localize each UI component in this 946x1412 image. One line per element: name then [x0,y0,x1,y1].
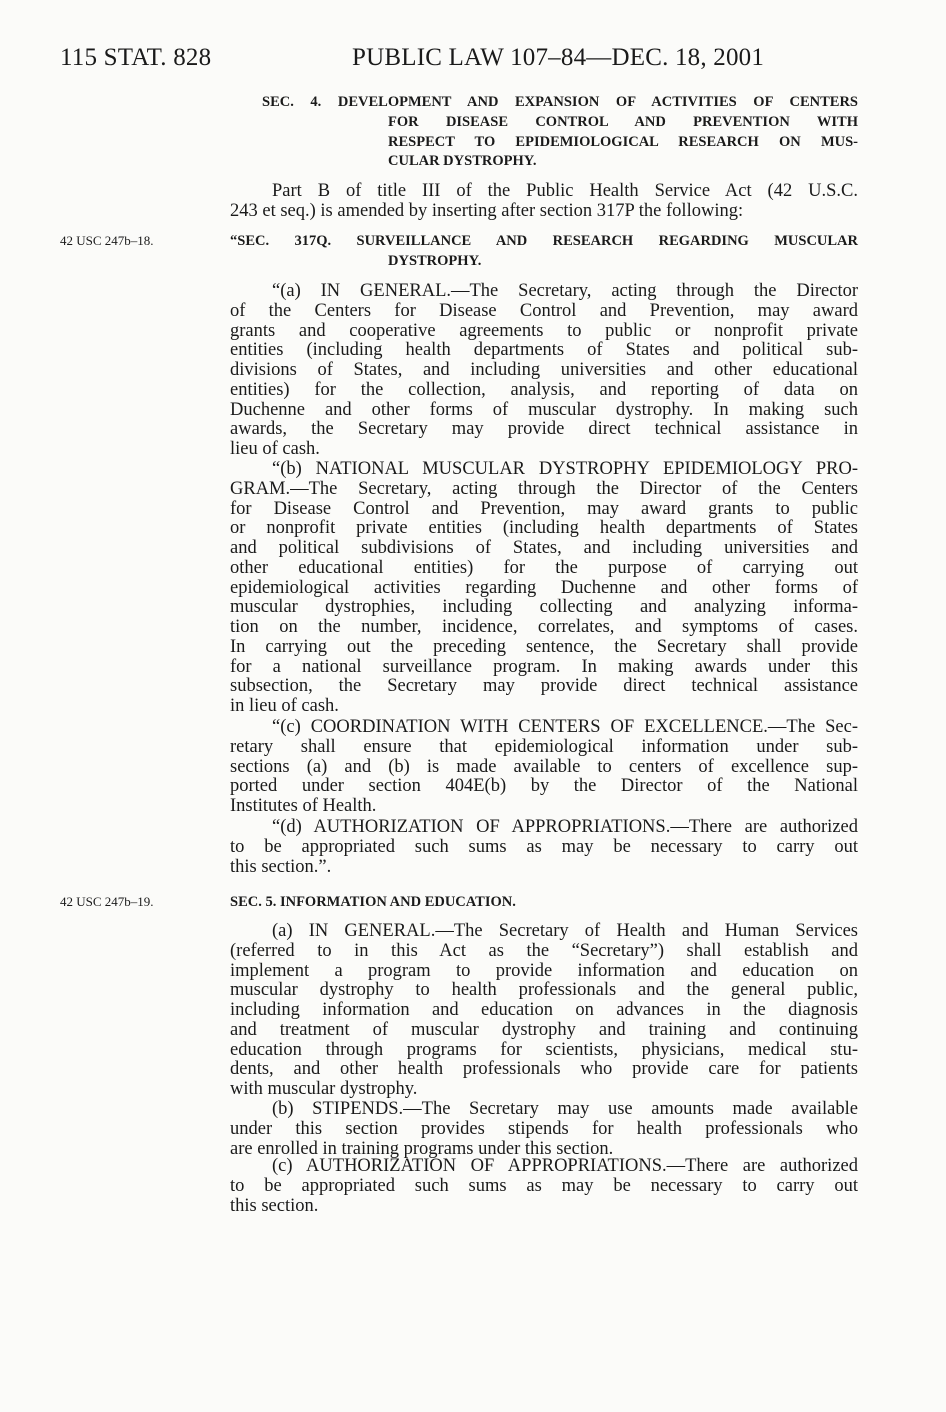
text-line: lieu of cash. [230,439,320,459]
text-line: of the Centers for Disease Control and Prevention, may award [230,300,858,321]
text-line: CULAR DYSTROPHY. [388,153,537,170]
text-line: and treatment of muscular dystrophy and training and continuing [230,1019,858,1040]
text-line: divisions of States, and including universities and other educational [230,360,858,380]
paragraph [0,182,946,222]
paragraph [0,718,946,817]
text-line: entities) for the collection, analysis, and reporting of data on [230,379,858,400]
text-line: (a) IN GENERAL.—The Secretary of Health and Human Services [272,921,858,941]
paragraph [0,922,946,1100]
text-line: “(b) NATIONAL MUSCULAR DYSTROPHY EPIDEMIOLOGY PRO- [272,459,858,479]
page-running-header: PUBLIC LAW 107–84—DEC. 18, 2001 [352,44,765,71]
text-line: this section. [230,1195,319,1216]
text-line: (c) AUTHORIZATION OF APPROPRIATIONS.—There are authorized [272,1156,858,1176]
text-line: “(a) IN GENERAL.—The Secretary, acting through the Director [272,281,858,301]
text-line: other educational entities) for the purpose of carrying out [230,557,858,578]
text-line: “SEC. 317Q. SURVEILLANCE AND RESEARCH REGARDING MUSCULAR [230,233,858,249]
text-line: with muscular dystrophy. [230,1079,418,1099]
paragraph [0,282,946,460]
text-line: “(c) COORDINATION WITH CENTERS OF EXCELLENCE.—The Sec- [272,717,858,737]
margin-note: 42 USC 247b–19. [60,894,154,909]
section-heading [0,232,946,272]
text-line: or nonprofit private entities (including health departments of States [230,518,858,539]
text-line: ported under section 404E(b) by the Director of the National [230,776,858,797]
paragraph [0,460,946,717]
text-line: FOR DISEASE CONTROL AND PREVENTION WITH [388,113,858,130]
paragraph [0,1100,946,1159]
text-line: “(d) AUTHORIZATION OF APPROPRIATIONS.—There are authorized [272,817,858,837]
text-line: SEC. 5. INFORMATION AND EDUCATION. [230,894,516,910]
text-line: retary shall ensure that epidemiological information under sub- [230,736,858,757]
text-line: Duchenne and other forms of muscular dystrophy. In making such [230,399,858,420]
text-line: 243 et seq.) is amended by inserting after section 317P the following: [230,200,744,221]
text-line: subsection, the Secretary may provide direct technical assistance [230,676,858,697]
section-heading [0,93,946,172]
text-line: to be appropriated such sums as may be necessary to carry out [230,836,858,857]
text-line: muscular dystrophies, including collecting and analyzing informa- [230,597,858,618]
text-line: GRAM.—The Secretary, acting through the Director of the Centers [230,478,858,499]
margin-note: 42 USC 247b–18. [60,233,154,248]
text-line: to be appropriated such sums as may be necessary to carry out [230,1175,858,1196]
text-line: DYSTROPHY. [388,252,482,269]
paragraph [0,1157,946,1216]
page-stat-citation: 115 STAT. 828 [60,44,212,71]
text-line: Institutes of Health. [230,796,377,816]
text-line: Part B of title III of the Public Health Service Act (42 U.S.C. [272,181,858,201]
text-line: entities (including health departments of States and political sub- [230,340,858,361]
text-line: sections (a) and (b) is made available to centers of excellence sup- [230,756,858,777]
text-line: In carrying out the preceding sentence, the Secretary shall provide [230,636,858,657]
text-line: in lieu of cash. [230,696,339,716]
text-line: (b) STIPENDS.—The Secretary may use amounts made available [272,1099,858,1119]
paragraph [0,818,946,877]
section-heading [0,893,946,913]
text-line: epidemiological activities regarding Duchenne and other forms of [230,577,858,598]
text-line: SEC. 4. DEVELOPMENT AND EXPANSION OF ACTIVITIES OF CENTERS [262,94,858,110]
text-line: grants and cooperative agreements to public or nonprofit private [230,320,858,341]
text-line: are enrolled in training programs under this section. [230,1138,614,1159]
text-line: implement a program to provide information and education on [230,960,858,981]
text-line: for Disease Control and Prevention, may award grants to public [230,498,858,519]
text-line: education through programs for scientists, physicians, medical stu- [230,1039,858,1060]
text-line: (referred to in this Act as the “Secretary”) shall establish and [230,940,858,961]
text-line: dents, and other health professionals who provide care for patients [230,1059,858,1080]
text-line: including information and education on advances in the diagnosis [230,1000,858,1020]
text-line: muscular dystrophy to health professionals and the general public, [230,980,858,1001]
text-line: under this section provides stipends for health professionals who [230,1118,858,1139]
text-line: this section.”. [230,856,332,877]
text-line: tion on the number, incidence, correlates, and symptoms of cases. [230,617,858,637]
text-line: and political subdivisions of States, and including universities and [230,538,858,558]
text-line: awards, the Secretary may provide direct technical assistance in [230,419,858,440]
text-line: for a national surveillance program. In making awards under this [230,656,858,677]
text-line: RESPECT TO EPIDEMIOLOGICAL RESEARCH ON MUS- [388,133,858,150]
